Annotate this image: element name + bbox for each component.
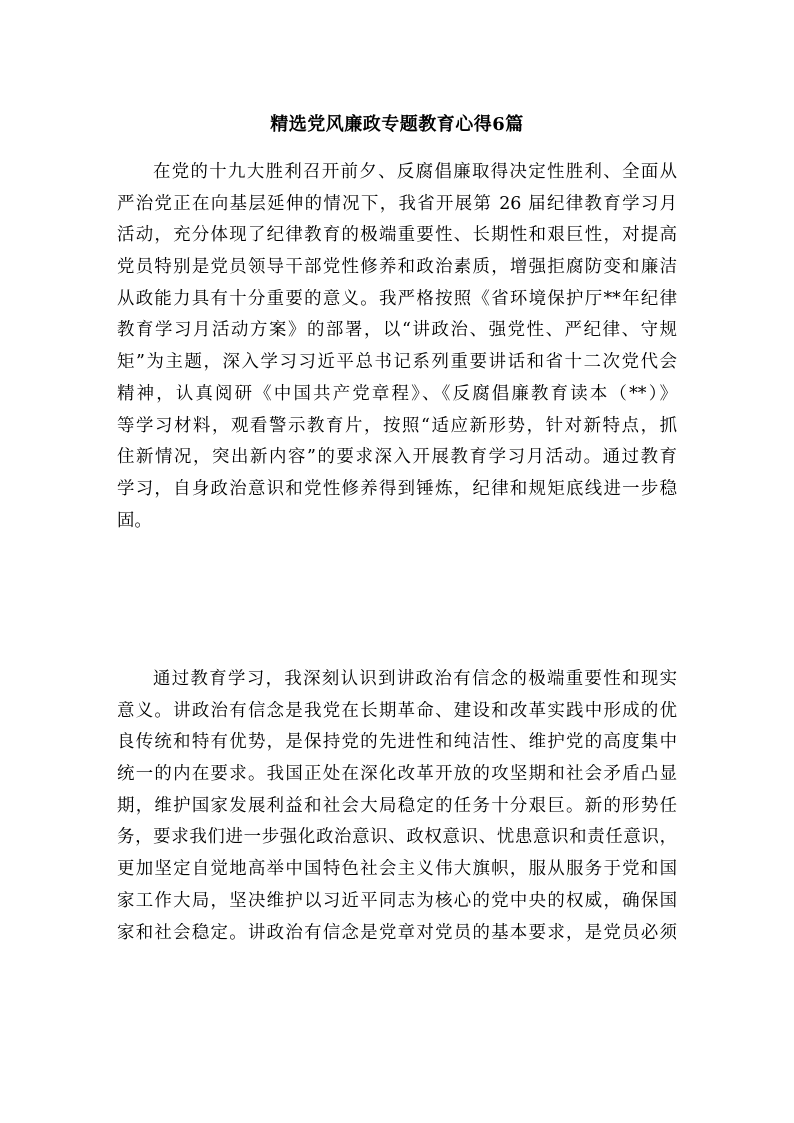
paragraph-line: 从政能力具有十分重要的意义。我严格按照《省环境保护厅**年纪律 xyxy=(117,288,677,309)
paragraph-line: 通过教育学习，我深刻认识到讲政治有信念的极端重要性和现实 xyxy=(153,669,677,689)
paragraph-line: 严治党正在向基层延伸的情况下，我省开展第 26 届纪律教育学习月 xyxy=(117,193,677,214)
paragraph-line: 矩”为主题，深入学习习近平总书记系列重要讲话和省十二次党代会 xyxy=(117,352,677,373)
paragraph-line: 学习，自身政治意识和党性修养得到锤炼，纪律和规矩底线进一步稳 xyxy=(117,478,677,499)
paragraph-line: 更加坚定自觉地高举中国特色社会主义伟大旗帜，服从服务于党和国 xyxy=(117,859,677,880)
paragraph-line: 家和社会稳定。讲政治有信念是党章对党员的基本要求，是党员必须 xyxy=(117,922,677,943)
paragraph-line: 精神，认真阅研《中国共产党章程》、《反腐倡廉教育读本（**）》 xyxy=(117,383,677,404)
paragraph-line: 意义。讲政治有信念是我党在长期革命、建设和改革实践中形成的优 xyxy=(117,700,677,721)
paragraph-line: 家工作大局，坚决维护以习近平同志为核心的党中央的权威，确保国 xyxy=(117,890,677,911)
paragraph-line: 良传统和特有优势，是保持党的先进性和纯洁性、维护党的高度集中 xyxy=(117,732,677,753)
paragraph-line: 期，维护国家发展利益和社会大局稳定的任务十分艰巨。新的形势任 xyxy=(117,795,677,816)
paragraph-line: 住新情况，突出新内容”的要求深入开展教育学习月活动。通过教育 xyxy=(117,447,677,468)
paragraph-2 xyxy=(117,664,677,949)
paragraph-1 xyxy=(117,157,677,537)
paragraph-line: 在党的十九大胜利召开前夕、反腐倡廉取得决定性胜利、全面从 xyxy=(153,162,677,182)
paragraph-line: 务，要求我们进一步强化政治意识、政权意识、忧患意识和责任意识， xyxy=(117,827,677,848)
document-title: 精选党风廉政专题教育心得6篇 xyxy=(270,114,524,135)
paragraph-line: 党员特别是党员领导干部党性修养和政治素质，增强拒腐防变和廉洁 xyxy=(117,257,677,278)
paragraph-line: 等学习材料，观看警示教育片，按照“适应新形势，针对新特点，抓 xyxy=(117,415,677,436)
paragraph-line: 统一的内在要求。我国正处在深化改革开放的攻坚期和社会矛盾凸显 xyxy=(117,764,677,785)
paragraph-line: 固。 xyxy=(117,510,152,531)
paragraph-line: 教育学习月活动方案》的部署，以“讲政治、强党性、严纪律、守规 xyxy=(117,320,677,341)
paragraph-line: 活动，充分体现了纪律教育的极端重要性、长期性和艰巨性，对提高 xyxy=(117,225,677,246)
